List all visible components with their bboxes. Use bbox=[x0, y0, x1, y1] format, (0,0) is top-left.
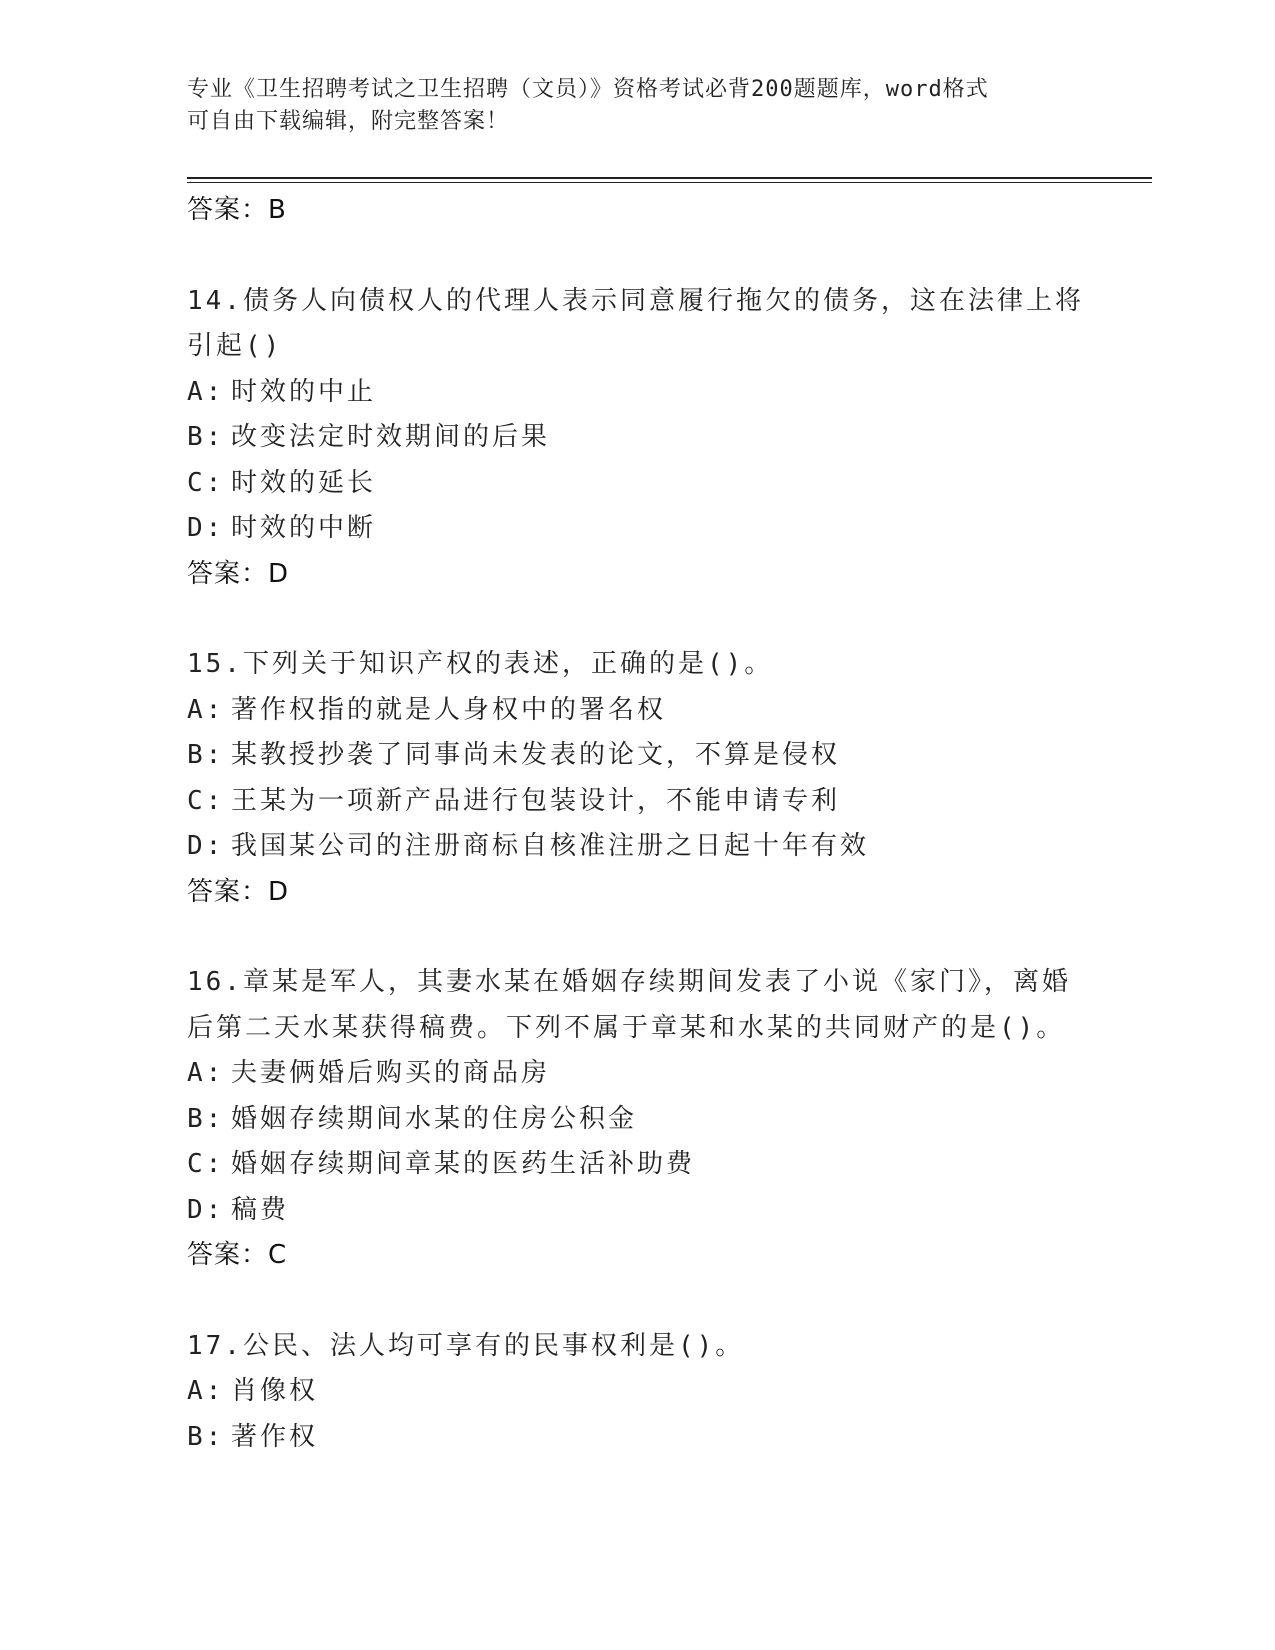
option-key: C: bbox=[187, 467, 225, 498]
answer-value: B bbox=[268, 195, 287, 225]
question-gap bbox=[187, 597, 1152, 642]
question-stem-line: 14.债务人向债权人的代理人表示同意履行拖欠的债务，这在法律上将 bbox=[187, 285, 1084, 316]
document-header bbox=[187, 74, 1087, 138]
option-text: 王某为一项新产品进行包装设计，不能申请专利 bbox=[231, 785, 841, 816]
option-row bbox=[187, 1188, 1152, 1234]
answer-prefix: 答案： bbox=[187, 876, 269, 907]
option-row bbox=[187, 824, 1152, 870]
question-gap bbox=[187, 915, 1152, 960]
option-text: 著作权 bbox=[231, 1421, 319, 1452]
option-text: 时效的中断 bbox=[231, 513, 377, 543]
option-text: 婚姻存续期间水某的住房公积金 bbox=[231, 1103, 638, 1134]
option-row bbox=[187, 506, 1152, 552]
option-text: 著作权指的就是人身权中的署名权 bbox=[231, 694, 667, 725]
option-text: 夫妻俩婚后购买的商品房 bbox=[231, 1058, 551, 1088]
option-text: 婚姻存续期间章某的医药生活补助费 bbox=[231, 1149, 696, 1179]
option-text: 我国某公司的注册商标自核准注册之日起十年有效 bbox=[231, 831, 870, 861]
option-key: D: bbox=[187, 831, 225, 861]
option-row bbox=[187, 1051, 1152, 1097]
option-text: 改变法定时效期间的后果 bbox=[231, 422, 551, 452]
option-text: 稿费 bbox=[231, 1194, 290, 1225]
question-stem-line: 17.公民、法人均可享有的民事权利是()。 bbox=[187, 1330, 745, 1361]
option-key: B: bbox=[187, 422, 225, 452]
option-key: B: bbox=[187, 740, 225, 770]
option-key: C: bbox=[187, 785, 225, 816]
question-stem-line: 引起() bbox=[187, 331, 283, 361]
option-key: D: bbox=[187, 1194, 225, 1225]
option-text: 肖像权 bbox=[231, 1376, 319, 1406]
option-row bbox=[187, 370, 1152, 416]
question-stem-line: 16.章某是军人，其妻水某在婚姻存续期间发表了小说《家门》，离婚 bbox=[187, 967, 1071, 997]
answer-prefix: 答案： bbox=[187, 558, 269, 589]
option-key: A: bbox=[187, 1376, 225, 1406]
option-row bbox=[187, 1415, 1152, 1461]
header-title-line-2: 可自由下载编辑，附完整答案！ bbox=[187, 109, 510, 134]
option-key: A: bbox=[187, 376, 225, 407]
header-rule-thick bbox=[187, 177, 1152, 179]
question-stem-line: 后第二天水某获得稿费。下列不属于章某和水某的共同财产的是()。 bbox=[187, 1012, 1066, 1043]
option-key: A: bbox=[187, 694, 225, 725]
question-gap bbox=[187, 1279, 1152, 1324]
option-row bbox=[187, 1097, 1152, 1143]
option-row bbox=[187, 461, 1152, 507]
answer-value: D bbox=[268, 558, 290, 589]
option-key: B: bbox=[187, 1421, 225, 1452]
option-key: D: bbox=[187, 513, 225, 543]
option-row bbox=[187, 779, 1152, 825]
option-row bbox=[187, 1142, 1152, 1188]
option-text: 时效的延长 bbox=[231, 467, 377, 498]
header-title-line-1: 专业《卫生招聘考试之卫生招聘（文员）》资格考试必背200题题库，word格式 bbox=[187, 77, 989, 102]
question-gap bbox=[187, 234, 1152, 279]
option-key: A: bbox=[187, 1058, 225, 1088]
question-list bbox=[187, 188, 1152, 1460]
option-text: 时效的中止 bbox=[231, 376, 377, 407]
answer-value: D bbox=[268, 876, 290, 907]
answer-line bbox=[187, 188, 1152, 234]
answer-value: C bbox=[268, 1240, 288, 1270]
question-stem-line: 15.下列关于知识产权的表述，正确的是()。 bbox=[187, 649, 774, 679]
option-text: 某教授抄袭了同事尚未发表的论文，不算是侵权 bbox=[231, 740, 841, 770]
option-key: C: bbox=[187, 1149, 225, 1179]
answer-prefix: 答案： bbox=[187, 1240, 269, 1270]
answer-line bbox=[187, 870, 1152, 916]
answer-prefix: 答案： bbox=[187, 195, 269, 225]
answer-line bbox=[187, 552, 1152, 598]
answer-line bbox=[187, 1233, 1152, 1279]
option-row bbox=[187, 1369, 1152, 1415]
option-row bbox=[187, 415, 1152, 461]
option-row bbox=[187, 688, 1152, 734]
header-rule-thin bbox=[187, 182, 1152, 183]
option-key: B: bbox=[187, 1103, 225, 1134]
option-row bbox=[187, 733, 1152, 779]
